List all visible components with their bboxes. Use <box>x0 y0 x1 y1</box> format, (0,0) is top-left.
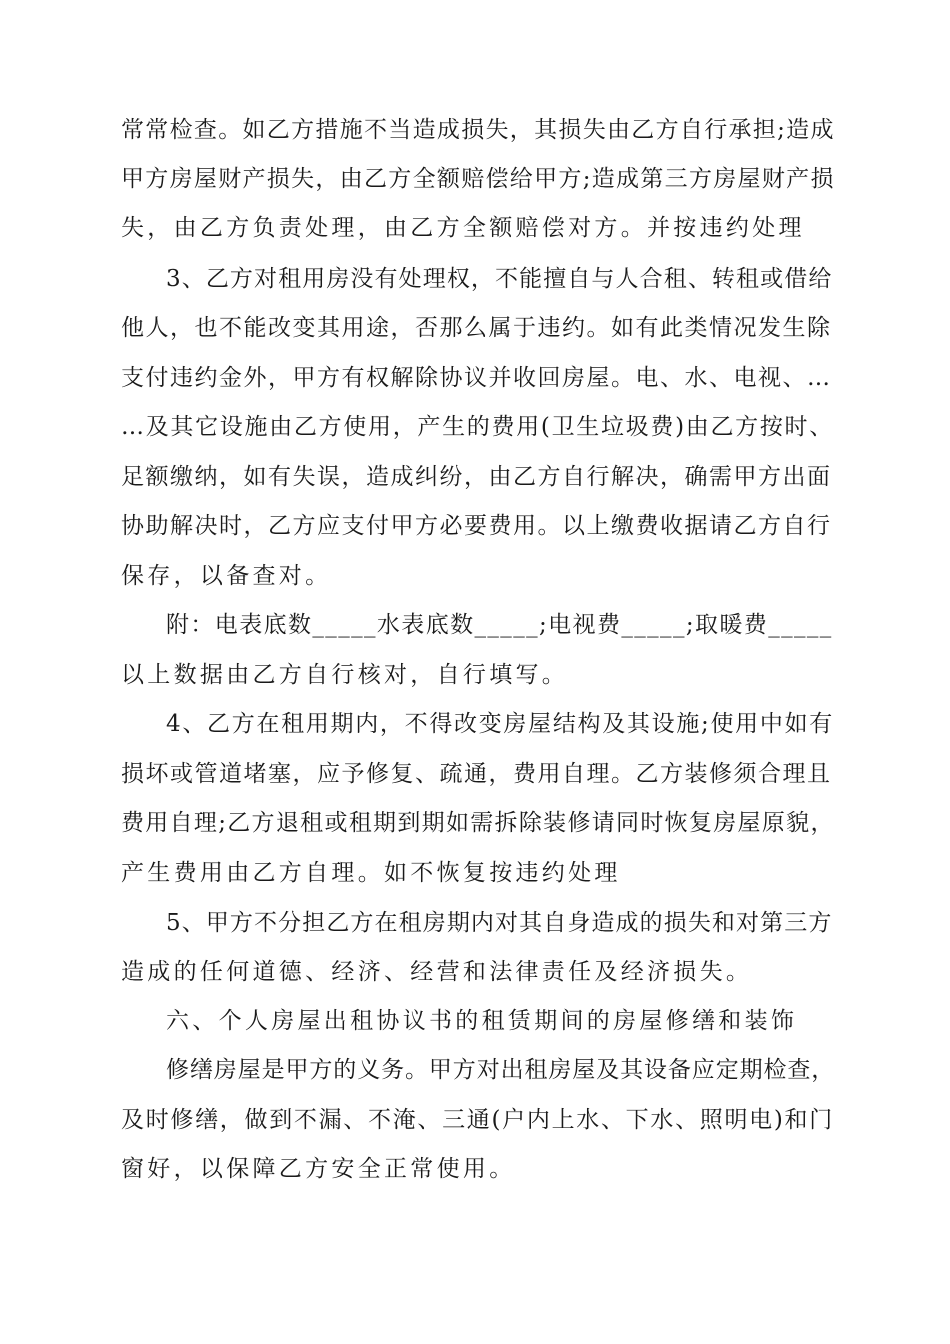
text-line: 费用自理;乙方退租或租期到期如需拆除装修请同时恢复房屋原貌， <box>121 810 835 836</box>
text-line: 附：电表底数_____水表底数_____;电视费_____;取暖费_____ <box>166 612 833 638</box>
text-line: …及其它设施由乙方使用，产生的费用(卫生垃圾费)由乙方按时、 <box>121 414 834 440</box>
text-line: 甲方房屋财产损失，由乙方全额赔偿给甲方;造成第三方房屋财产损 <box>121 166 835 192</box>
text-line: 及时修缮，做到不漏、不淹、三通(户内上水、下水、照明电)和门 <box>121 1107 834 1133</box>
section-heading: 六、个人房屋出租协议书的租赁期间的房屋修缮和装饰 <box>166 1008 798 1034</box>
text-line: 足额缴纳，如有失误，造成纠纷，由乙方自行解决，确需甲方出面 <box>121 464 832 490</box>
text-line: 他人，也不能改变其用途，否那么属于违约。如有此类情况发生除 <box>121 315 832 341</box>
text-line: 造成的任何道德、经济、经营和法律责任及经济损失。 <box>121 959 753 985</box>
text-line: 5、甲方不分担乙方在租房期内对其自身造成的损失和对第三方 <box>166 910 833 936</box>
text-line: 损坏或管道堵塞，应予修复、疏通，费用自理。乙方装修须合理且 <box>121 761 832 787</box>
text-line: 4、乙方在租用期内，不得改变房屋结构及其设施;使用中如有 <box>166 711 834 737</box>
text-line: 常常检查。如乙方措施不当造成损失，其损失由乙方自行承担;造成 <box>121 117 835 143</box>
text-line: 以上数据由乙方自行核对，自行填写。 <box>121 662 569 688</box>
text-line: 3、乙方对租用房没有处理权，不能擅自与人合租、转租或借给 <box>166 266 833 292</box>
text-line: 支付违约金外，甲方有权解除协议并收回房屋。电、水、电视、… <box>121 365 832 391</box>
text-line: 窗好，以保障乙方安全正常使用。 <box>121 1156 516 1182</box>
text-line: 失，由乙方负责处理，由乙方全额赔偿对方。并按违约处理 <box>121 215 805 241</box>
text-line: 保存，以备查对。 <box>121 563 332 589</box>
text-line: 产生费用由乙方自理。如不恢复按违约处理 <box>121 860 621 886</box>
text-line: 修缮房屋是甲方的义务。甲方对出租房屋及其设备应定期检查， <box>166 1057 836 1083</box>
text-line: 协助解决时，乙方应支付甲方必要费用。以上缴费收据请乙方自行 <box>121 513 832 539</box>
